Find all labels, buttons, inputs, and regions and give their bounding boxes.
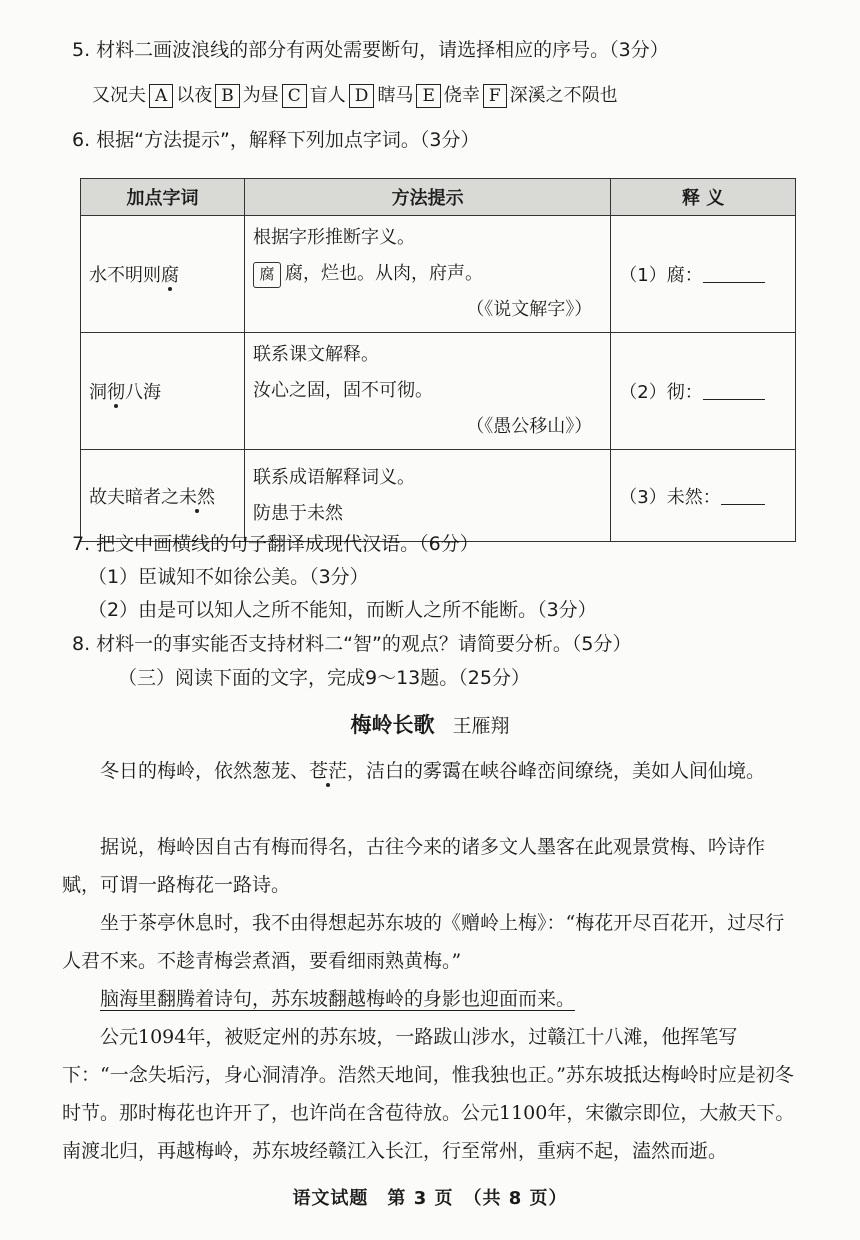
table-row [81,450,796,542]
q7-item: （1）臣诚知不如徐公美。（3分） [88,566,369,588]
word-text: 八海 [125,382,161,403]
q5-part: 深溪之不陨也 [509,85,618,106]
word-cell [81,333,245,450]
q6-question: 6. 根据“方法提示”，解释下列加点字词。（3分） [72,129,480,151]
tip-cell [244,333,610,450]
answer-blank[interactable] [703,264,765,283]
word-text: 水不明则 [89,265,161,286]
q5-box-f[interactable]: F [483,84,507,108]
q5-box-b[interactable]: B [215,84,240,108]
tip-cell [244,450,610,542]
q5-part: 以夜 [176,85,213,106]
tip-title: 联系课文解释。 [252,344,379,365]
q5-sentence [92,82,618,110]
author-name: 王雁翔 [452,715,510,737]
answer-blank[interactable] [721,486,765,505]
q5-box-a[interactable]: A [149,84,173,108]
word-text: 洞 [89,382,107,403]
answer-label: （2）彻： [619,382,703,403]
dotted-char: 未然 [179,486,215,508]
answer-cell[interactable] [611,333,796,450]
method-table [80,178,796,542]
table-header-row [81,179,796,216]
answer-label: （3）未然： [619,486,721,508]
q5-part: 侥幸 [443,85,480,106]
q8-question: 8. 材料一的事实能否支持材料二“智”的观点？请简要分析。（5分） [72,633,632,655]
answer-cell[interactable] [611,450,796,542]
q7-question: 7. 把文中画横线的句子翻译成现代汉语。（6分） [72,533,479,555]
header-tip: 方法提示 [244,179,610,216]
paragraph-text: ，洁白的雾霭在峡谷峰峦间缭绕，美如人间仙境。 [347,760,766,782]
dotted-char: 腐 [161,265,179,286]
paragraph: 坐于茶亭休息时，我不由得想起苏东坡的《赠岭上梅》：“梅花开尽百花开，过尽行人君不来。不趁青梅尝煮酒，要看细雨熟黄梅。” [62,912,785,972]
section-heading: （三）阅读下面的文字，完成9～13题。（25分） [118,667,530,689]
tip-cell [244,216,610,333]
answer-blank[interactable] [703,381,765,400]
q5-part: 为昼 [242,85,279,106]
header-word: 加点字词 [81,179,245,216]
table-row [81,216,796,333]
paragraph-text: 冬日的梅岭，依然葱茏、 [100,760,310,782]
tip-body: 防患于未然 [252,502,343,524]
paragraph: 据说，梅岭因自古有梅而得名，古往今来的诸多文人墨客在此观景赏梅、吟诗作赋，可谓一路梅花一路诗。 [62,836,766,896]
word-text: 故夫暗者之 [89,486,179,508]
dotted-word: 苍茫 [309,760,348,782]
page-footer: 语文试题 第 3 页 （共 8 页） [292,1188,568,1209]
seal-script-glyph: 腐 [253,262,281,288]
q5-box-d[interactable]: D [349,84,375,108]
word-cell [81,450,245,542]
paragraph [62,752,802,790]
q5-box-e[interactable]: E [416,84,440,108]
q5-question: 5. 材料二画波浪线的部分有两处需要断句，请选择相应的序号。（3分） [72,39,669,61]
q7-item: （2）由是可以知人之所不能知，而断人之所不能断。（3分） [88,599,597,621]
tip-title: 根据字形推断字义。 [252,227,415,248]
tip-body: 腐，烂也。从肉，府声。 [284,263,483,284]
title-text: 梅岭长歌 [350,713,435,737]
article-title [0,709,860,739]
q5-box-c[interactable]: C [282,84,307,108]
tip-title: 联系成语解释词义。 [252,466,415,488]
table-row [81,333,796,450]
tip-source: （《说文解字》） [466,299,593,320]
dotted-char: 彻 [107,382,125,403]
tip-body: 汝心之固，固不可彻。 [252,380,433,401]
q5-part: 盲人 [309,85,346,106]
q5-part: 瞎马 [377,85,414,106]
tip-source: （《愚公移山》） [466,416,593,437]
paragraph: 公元1094年，被贬定州的苏东坡，一路跋山涉水，过赣江十八滩，他挥笔写下：“一念失垢污，身心洞清净。浩然天地间，惟我独也正。”苏东坡抵达梅岭时应是初冬时节。那时梅花也许开了，也许尚在含苞待放。公元1100年，宋徽宗即位，大赦天下。南渡北归，再越梅岭，苏东坡经赣江入长江，行至常州，重病不起，溘然而逝。 [62,1026,795,1162]
underlined-sentence: 脑海里翻腾着诗句，苏东坡翻越梅岭的身影也迎面而来。 [100,988,576,1010]
word-cell [81,216,245,333]
q5-part: 又况夫 [92,85,146,106]
answer-label: （1）腐： [619,265,703,286]
header-meaning: 释 义 [611,179,796,216]
paragraph-underlined [62,980,802,1018]
answer-cell[interactable] [611,216,796,333]
